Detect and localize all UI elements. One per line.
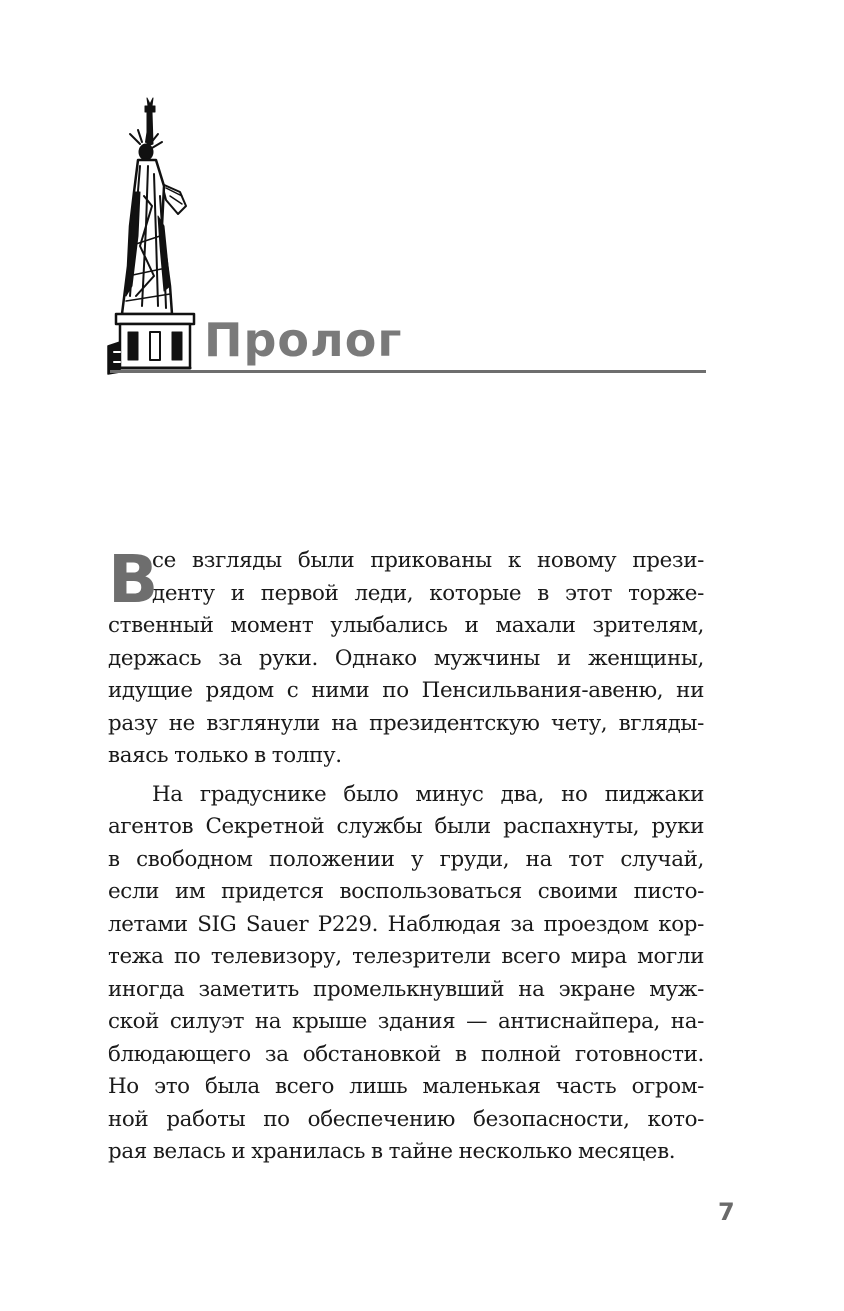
text-line: в свободном положении у груди, на тот случай, bbox=[108, 846, 704, 872]
text-line: ной работы по обеспечению безопасности, кото- bbox=[108, 1106, 704, 1132]
text-line: се взгляды были прикованы к новому прези- bbox=[152, 548, 704, 573]
text-line: ственный момент улыбались и махали зрителям, bbox=[108, 613, 704, 638]
text-line: летами SIG Sauer P229. Наблюдая за проездом кор- bbox=[108, 911, 704, 937]
text-line: разу не взглянули на президентскую чету, вгляды- bbox=[108, 710, 704, 736]
paragraph-2 bbox=[108, 779, 704, 1169]
chapter-title: Пролог bbox=[204, 313, 403, 367]
text-line: На градуснике было минус два, но пиджаки bbox=[152, 781, 704, 807]
title-divider bbox=[110, 370, 706, 373]
text-line: ваясь только в толпу. bbox=[108, 743, 342, 768]
text-line: если им придется воспользоваться своими писто- bbox=[108, 879, 704, 904]
text-line: ской силуэт на крыше здания — антиснайпера, на- bbox=[108, 1009, 704, 1034]
drop-cap: В bbox=[108, 541, 159, 618]
text-line: Но это была всего лишь маленькая часть огром- bbox=[108, 1074, 704, 1099]
text-line: денту и первой леди, которые в этот торже- bbox=[152, 580, 704, 606]
text-line: держась за руки. Однако мужчины и женщины, bbox=[108, 645, 704, 671]
text-line: рая велась и хранилась в тайне несколько месяцев. bbox=[108, 1139, 676, 1164]
text-line: иногда заметить промелькнувший на экране муж- bbox=[108, 976, 704, 1002]
statue-of-liberty-icon bbox=[100, 96, 210, 376]
text-line: тежа по телевизору, телезрители всего мира могли bbox=[108, 944, 704, 969]
page-number: 7 bbox=[718, 1198, 735, 1226]
text-line: идущие рядом с ними по Пенсильвания-авеню, ни bbox=[108, 678, 704, 703]
body-text bbox=[108, 541, 704, 1169]
paragraph-1 bbox=[108, 541, 704, 773]
text-line: агентов Секретной службы были распахнуты, руки bbox=[108, 814, 704, 839]
text-line: блюдающего за обстановкой в полной готовности. bbox=[108, 1041, 704, 1067]
